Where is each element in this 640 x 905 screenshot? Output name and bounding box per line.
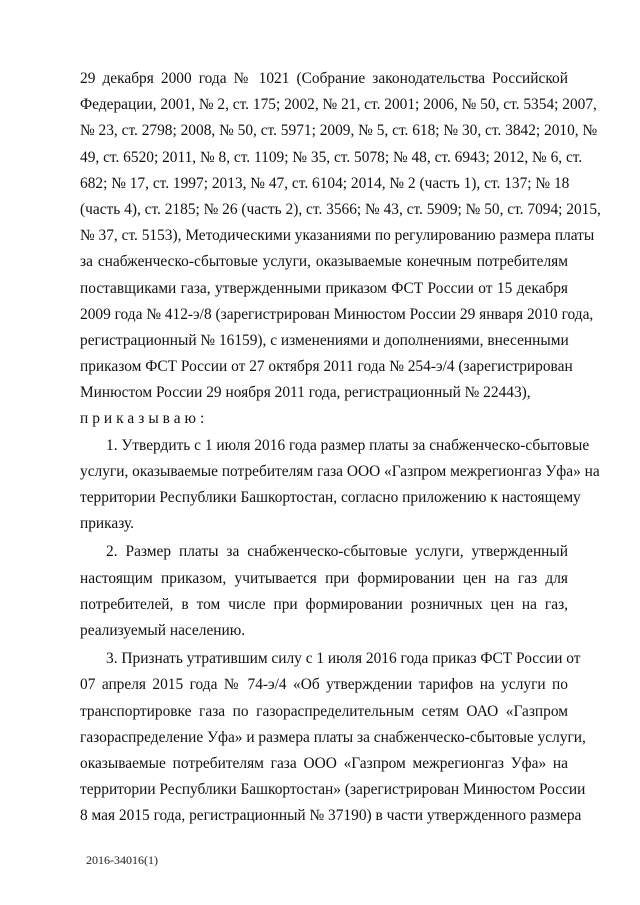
text-line: 682; № 17, ст. 1997; 2013, № 47, ст. 6104; 2014, № 2 (часть 1), ст. 137; № 18 — [80, 174, 570, 192]
text-line: Минюстом России 29 ноября 2011 года, регистрационный № 22443), — [80, 384, 531, 402]
document-body — [80, 66, 601, 829]
paragraph-2-line: реализуемый населению. — [80, 621, 246, 639]
order-keyword: приказываю: — [80, 410, 209, 428]
text-line: 29 декабря 2000 года № 1021 (Собрание законодательства Российской — [80, 70, 568, 87]
paragraph-3-line: территории Республики Башкортостан» (зарегистрирован Минюстом России — [80, 781, 586, 799]
paragraph-3-line: оказываемые потребителям газа ООО «Газпром межрегионгаз Уфа» на — [80, 754, 568, 772]
paragraph-3-line: 3. Признать утратившим силу с 1 июля 2016 года приказ ФСТ России от — [106, 650, 581, 668]
paragraph-2-line: 2. Размер платы за снабженческо-сбытовые услуги, утвержденный — [106, 543, 568, 561]
text-line: за снабженческо-сбытовые услуги, оказываемые конечным потребителям — [80, 253, 568, 271]
paragraph-3-line: 8 мая 2015 года, регистрационный № 37190) в части утвержденного размера — [80, 807, 582, 825]
text-line: 49, ст. 6520; 2011, № 8, ст. 1109; № 35, ст. 5078; № 48, ст. 6943; 2012, № 6, ст. — [80, 148, 583, 166]
paragraph-2-line: настоящим приказом, учитывается при формировании цен на газ для — [80, 569, 568, 587]
paragraph-3-line: газораспределение Уфа» и размера платы за снабженческо-сбытовые услуги, — [80, 728, 586, 746]
text-line: № 23, ст. 2798; 2008, № 50, ст. 5971; 2009, № 5, ст. 618; № 30, ст. 3842; 2010, № — [80, 122, 598, 140]
paragraph-1-line: 1. Утвердить с 1 июля 2016 года размер платы за снабженческо-сбытовые — [106, 436, 590, 454]
text-line: регистрационный № 16159), с изменениями и дополнениями, внесенными — [80, 331, 569, 349]
document-footer-code: 2016-34016(1) — [86, 853, 158, 867]
text-line: № 37, ст. 5153), Методическими указаниями по регулированию размера платы — [80, 227, 595, 245]
paragraph-1-line: территории Республики Башкортостан, согласно приложению к настоящему — [80, 489, 581, 506]
text-line: (часть 4), ст. 2185; № 26 (часть 2), ст. 3566; № 43, ст. 5909; № 50, ст. 7094; 2015, — [80, 200, 601, 218]
paragraph-3-line: транспортировке газа по газораспределительным сетям ОАО «Газпром — [80, 702, 568, 720]
paragraph-1-line: приказу. — [80, 515, 135, 533]
text-line: 2009 года № 412-э/8 (зарегистрирован Минюстом России 29 января 2010 года, — [80, 305, 594, 323]
paragraph-3-line: 07 апреля 2015 года № 74-э/4 «Об утверждении тарифов на услуги по — [80, 676, 568, 694]
text-line: Федерации, 2001, № 2, ст. 175; 2002, № 21, ст. 2001; 2006, № 50, ст. 5354; 2007, — [80, 96, 597, 114]
paragraph-1-line: услуги, оказываемые потребителям газа ООО «Газпром межрегионгаз Уфа» на — [80, 462, 600, 480]
text-line: поставщиками газа, утвержденными приказом ФСТ России от 15 декабря — [80, 279, 568, 297]
text-line: приказом ФСТ России от 27 октября 2011 года № 254-э/4 (зарегистрирован — [80, 358, 573, 376]
paragraph-2-line: потребителей, в том числе при формировании розничных цен на газ, — [80, 595, 568, 613]
